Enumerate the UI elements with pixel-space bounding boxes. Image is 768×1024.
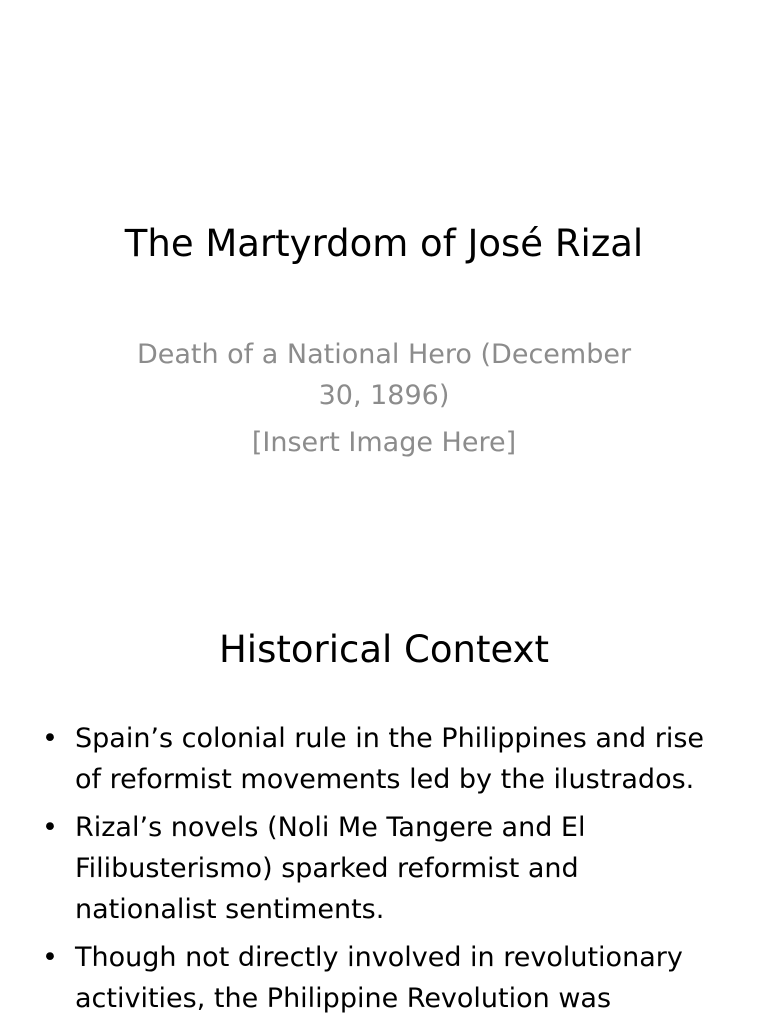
subtitle-text: Death of a National Hero (December 30, 1896) [136, 339, 632, 411]
bullet-text: Spain’s colonial rule in the Philippines and rise of reformist movements led by the ilustrados. [75, 723, 705, 795]
bullet-item [40, 937, 720, 1019]
bullet-list [40, 718, 720, 1024]
content-slide [0, 576, 768, 1024]
bullet-icon: • [42, 942, 58, 973]
bullet-icon: • [42, 812, 58, 843]
bullet-icon: • [42, 723, 58, 754]
bullet-text: Though not directly involved in revolutionary activities, the Philippine Revolution was [75, 942, 683, 1014]
slide-title: The Martyrdom of José Rizal [124, 222, 644, 265]
slide-subtitle [120, 334, 648, 463]
slide-heading: Historical Context [218, 628, 550, 671]
bullet-text: Rizal’s novels (Noli Me Tangere and El Filibusterismo) sparked reformist and nationalist sentiments. [75, 812, 586, 925]
bullet-item [40, 718, 720, 800]
image-placeholder-text: [Insert Image Here] [251, 427, 517, 458]
bullet-item [40, 807, 720, 930]
